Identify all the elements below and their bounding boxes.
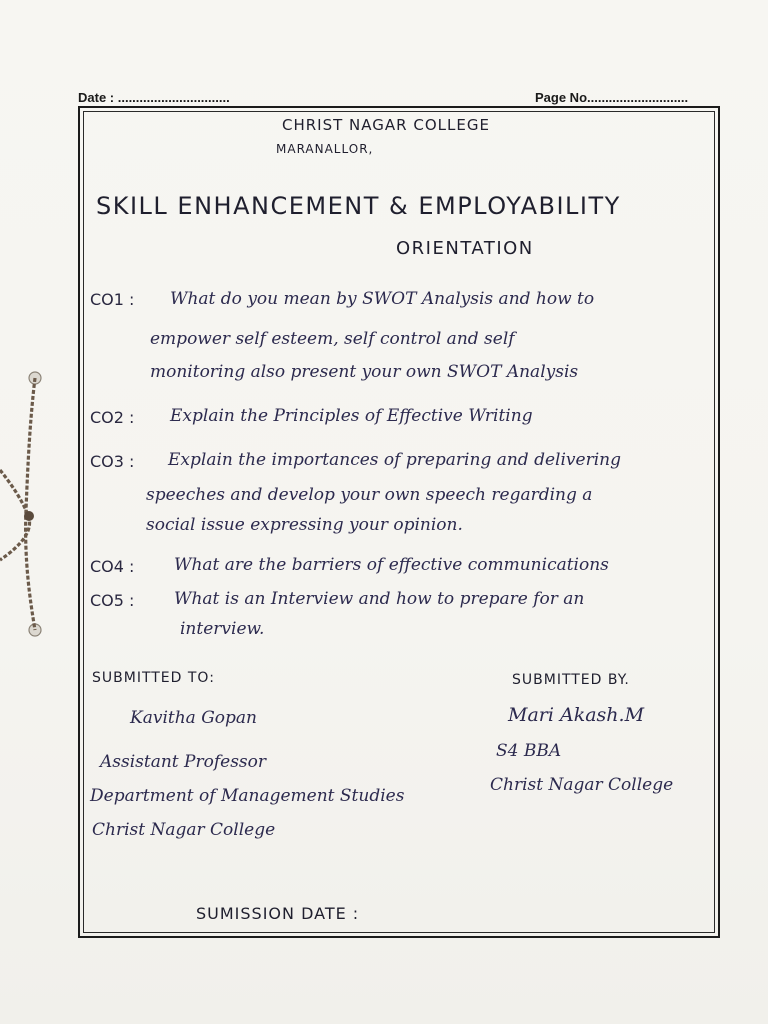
question-code: CO5 :: [90, 591, 135, 610]
submitted-to-designation: Assistant Professor: [100, 752, 266, 772]
college-name: CHRIST NAGAR COLLEGE: [282, 116, 490, 134]
page-number-label: Page No............................: [535, 90, 689, 105]
submitted-to-name: Kavitha Gopan: [130, 708, 257, 728]
question-code: CO4 :: [90, 557, 135, 576]
question-line: interview.: [180, 619, 265, 639]
question-line: Explain the importances of preparing and delivering: [168, 450, 621, 470]
submitted-to-college: Christ Nagar College: [92, 820, 276, 840]
college-place: MARANALLOR,: [276, 142, 374, 156]
submitted-by-label: SUBMITTED BY.: [512, 672, 630, 688]
question-line: What are the barriers of effective communications: [174, 555, 609, 575]
question-line: Explain the Principles of Effective Writing: [170, 406, 533, 426]
question-line: social issue expressing your opinion.: [146, 515, 463, 535]
submitted-by-college: Christ Nagar College: [490, 775, 674, 795]
submitted-by-name: Mari Akash.M: [508, 704, 645, 726]
submission-date-label: SUMISSION DATE :: [196, 904, 360, 923]
question-line: What do you mean by SWOT Analysis and how to: [170, 289, 595, 309]
string-strand-icon: [26, 378, 35, 630]
question-line: monitoring also present your own SWOT Analysis: [150, 362, 579, 382]
submitted-by-class: S4 BBA: [496, 741, 562, 761]
question-code: CO1 :: [90, 290, 135, 309]
page-subtitle: ORIENTATION: [396, 238, 534, 259]
string-knot-icon: [24, 511, 34, 521]
submitted-to-label: SUBMITTED TO:: [92, 670, 215, 686]
question-line: What is an Interview and how to prepare for an: [174, 589, 585, 609]
submitted-to-department: Department of Management Studies: [90, 786, 405, 806]
question-line: empower self esteem, self control and self: [150, 329, 515, 349]
date-field-label: Date : ...............................: [78, 90, 230, 105]
binding-string-icon: [0, 360, 60, 650]
question-code: CO2 :: [90, 408, 135, 427]
page-title: SKILL ENHANCEMENT & EMPLOYABILITY: [96, 192, 621, 220]
question-code: CO3 :: [90, 452, 135, 471]
question-line: speeches and develop your own speech regarding a: [146, 485, 593, 505]
